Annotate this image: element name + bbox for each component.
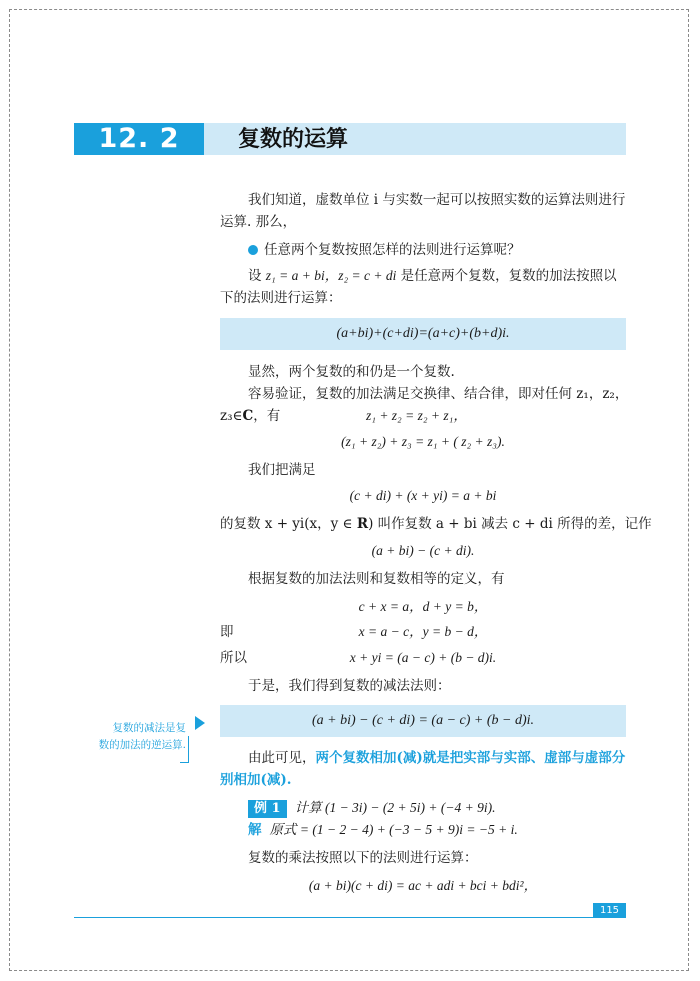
para3: 显然，两个复数的和仍是一个复数. (248, 364, 455, 380)
section-title-bar (204, 123, 626, 155)
complex-set-C: C (242, 408, 254, 424)
equation-suoyi: x + yi = (a − c) + (b − d)i. (349, 650, 497, 665)
section-header (74, 123, 626, 155)
para2-suffix: 是任意两个复数，复数的加法按照以 (396, 268, 617, 284)
para8: 于是，我们得到复数的减法法则： (248, 678, 451, 694)
sidenote (66, 720, 186, 754)
z3-in: z₃∈ (220, 408, 243, 424)
para5: 我们把满足 (248, 462, 316, 478)
para6 (220, 514, 652, 534)
multiplication-formula: (a + bi)(c + di) = ac + adi + bci + bdi²， (308, 878, 538, 893)
sidenote-bracket-foot (180, 762, 189, 763)
solution-text: 原式 = (1 − 2 − 4) + (−3 − 5 + 9)i = −5 + i. (269, 822, 518, 837)
para4-line1: 容易验证，复数的加法满足交换律、结合律，即对任何 z₁，z₂， (248, 386, 629, 402)
associative-law: (z₁ + z₂) + z₃ = z₁ + ( z₂ + z₃). (341, 434, 505, 449)
real-set-R: R (356, 516, 369, 532)
ji-label: 即 (220, 624, 234, 640)
difference-notation: (a + bi) − (c + di). (371, 543, 475, 558)
para6-b: ) 叫作复数 a + bi 减去 c + di 所得的差，记作 (368, 516, 652, 532)
sidenote-bracket (188, 736, 189, 762)
z-definition: z₁ = a + bi，z₂ = c + di (265, 268, 397, 283)
para6-a: 的复数 x + yi(x，y ∈ (220, 516, 357, 532)
solution (248, 820, 518, 840)
question-text: 任意两个复数按照怎样的法则进行运算呢？ (264, 242, 521, 258)
equation-system: c + x = a，d + y = b， (358, 599, 488, 614)
commutative-law: z₁ + z₂ = z₂ + z₁， (366, 408, 467, 423)
sidenote-line1: 复数的减法是复 (112, 722, 186, 734)
section-number: 12. 2 (74, 123, 204, 155)
para2-line2: 下的法则进行运算： (220, 290, 342, 306)
rule-highlight-2: 别相加(减). (220, 772, 292, 788)
para9-line1 (248, 748, 625, 768)
page-number: 115 (593, 903, 626, 918)
equation-ji: x = a − c，y = b − d， (358, 624, 488, 639)
addition-formula: (a+bi)+(c+di)=(a+c)+(b+d)i. (220, 318, 626, 350)
para9-prefix: 由此可见， (248, 750, 316, 766)
para1-line2: 运算. 那么， (220, 214, 297, 230)
para2-prefix: 设 (248, 268, 266, 284)
footer-rule (74, 917, 626, 918)
para10: 复数的乘法按照以下的法则进行运算： (248, 850, 478, 866)
section-title: 复数的运算 (238, 126, 349, 152)
para4-line2 (220, 406, 280, 426)
arrow-right-icon (195, 716, 205, 730)
para2-line1 (248, 266, 617, 286)
sidenote-line2: 数的加法的逆运算. (98, 739, 186, 751)
para7: 根据复数的加法法则和复数相等的定义，有 (248, 571, 505, 587)
para4-you: ，有 (253, 408, 281, 424)
example-text: 计算 (1 − 3i) − (2 + 5i) + (−4 + 9i). (294, 800, 496, 815)
subtraction-formula: (a + bi) − (c + di) = (a − c) + (b − d)i. (220, 705, 626, 737)
question (248, 240, 521, 260)
equation-satisfy: (c + di) + (x + yi) = a + bi (349, 488, 497, 503)
solution-tag: 解 (248, 822, 262, 838)
rule-highlight-1: 两个复数相加(减)就是把实部与实部、虚部与虚部分 (315, 750, 626, 766)
example-1 (248, 798, 495, 818)
suoyi-label: 所以 (220, 650, 247, 666)
example-tag: 例 1 (248, 800, 287, 818)
para1-line1: 我们知道，虚数单位 i 与实数一起可以按照实数的运算法则进行 (248, 192, 626, 208)
bullet-icon (248, 245, 258, 255)
